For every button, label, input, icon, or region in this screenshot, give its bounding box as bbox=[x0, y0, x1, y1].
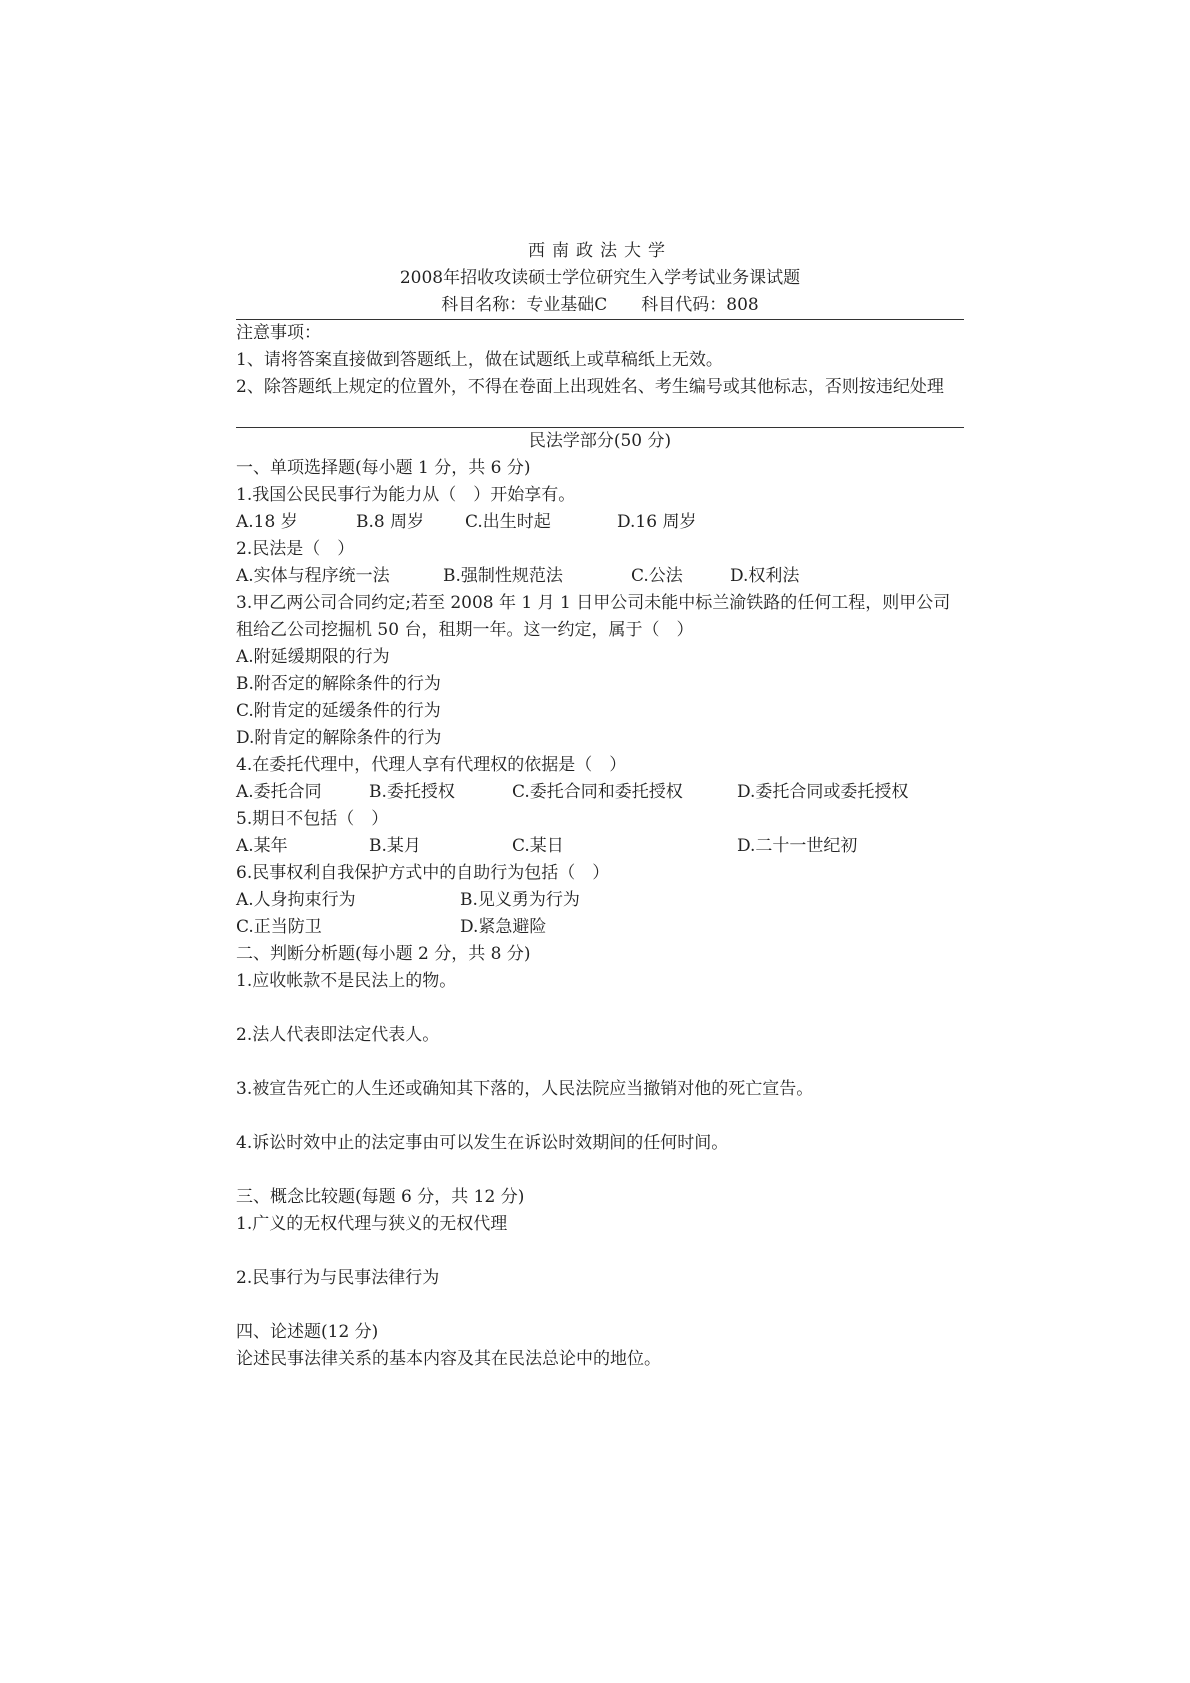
question-2-4: 4.诉讼时效中止的法定事由可以发生在诉讼时效期间的任何时间。 bbox=[236, 1133, 729, 1153]
answer-space bbox=[236, 1049, 964, 1076]
answer-space bbox=[236, 1157, 964, 1184]
question-1-4-options bbox=[236, 779, 964, 806]
school-name: 西南政法大学 bbox=[528, 241, 672, 261]
section-3-title: 三、概念比较题(每题 6 分，共 12 分) bbox=[236, 1187, 525, 1207]
option-d: D.委托合同或委托授权 bbox=[737, 782, 909, 802]
option-c: C.某日 bbox=[512, 836, 564, 856]
notice-item-1: 1、请将答案直接做到答题纸上，做在试题纸上或草稿纸上无效。 bbox=[236, 350, 723, 370]
option-b: B.委托授权 bbox=[369, 782, 455, 802]
exam-body bbox=[236, 428, 964, 1373]
answer-space bbox=[236, 995, 964, 1022]
question-1-2-stem: 2.民法是（ ） bbox=[236, 539, 355, 559]
option-a: A.人身拘束行为 bbox=[236, 890, 356, 910]
question-2-2: 2.法人代表即法定代表人。 bbox=[236, 1025, 440, 1045]
option-c: C.正当防卫 bbox=[236, 917, 322, 937]
section-2-title: 二、判断分析题(每小题 2 分，共 8 分) bbox=[236, 944, 531, 964]
question-3-2: 2.民事行为与民事法律行为 bbox=[236, 1268, 440, 1288]
question-1-6-options-row2 bbox=[236, 914, 964, 941]
option-d: D.二十一世纪初 bbox=[737, 836, 858, 856]
notice-title: 注意事项： bbox=[236, 323, 321, 343]
option-a: A.18 岁 bbox=[236, 512, 298, 532]
notice-item-2: 2、除答题纸上规定的位置外，不得在卷面上出现姓名、考生编号或其他标志，否则按违纪处理 bbox=[236, 377, 944, 397]
option-d: D.紧急避险 bbox=[460, 917, 547, 937]
option-b: B.某月 bbox=[369, 836, 421, 856]
answer-space bbox=[236, 1103, 964, 1130]
answer-space bbox=[236, 1238, 964, 1265]
question-1-6-options-row1 bbox=[236, 887, 964, 914]
question-1-2-options bbox=[236, 563, 964, 590]
option-c: C.出生时起 bbox=[465, 512, 551, 532]
exam-title: 2008年招收攻读硕士学位研究生入学考试业务课试题 bbox=[399, 268, 801, 288]
question-1-1-options bbox=[236, 509, 964, 536]
question-1-3-option-b: B.附否定的解除条件的行为 bbox=[236, 674, 441, 694]
notice-block bbox=[236, 320, 964, 401]
question-1-3-option-d: D.附肯定的解除条件的行为 bbox=[236, 728, 442, 748]
answer-space bbox=[236, 1292, 964, 1319]
option-d: D.16 周岁 bbox=[617, 512, 697, 532]
question-1-6-stem: 6.民事权利自我保护方式中的自助行为包括（ ） bbox=[236, 863, 610, 883]
question-1-3-option-a: A.附延缓期限的行为 bbox=[236, 647, 390, 667]
option-b: B.8 周岁 bbox=[356, 512, 425, 532]
option-a: A.实体与程序统一法 bbox=[236, 566, 390, 586]
question-1-4-stem: 4.在委托代理中，代理人享有代理权的依据是（ ） bbox=[236, 755, 627, 775]
question-1-5-stem: 5.期日不包括（ ） bbox=[236, 809, 389, 829]
question-1-3-stem: 3.甲乙两公司合同约定;若至 2008 年 1 月 1 日甲公司未能中标兰渝铁路的任何工程，则甲公司租给乙公司挖掘机 50 台，租期一年。这一约定，属于（ ） bbox=[236, 593, 951, 640]
section-4-title: 四、论述题(12 分) bbox=[236, 1322, 379, 1342]
option-a: A.某年 bbox=[236, 836, 288, 856]
question-3-1: 1.广义的无权代理与狭义的无权代理 bbox=[236, 1214, 508, 1234]
question-4-1: 论述民事法律关系的基本内容及其在民法总论中的地位。 bbox=[236, 1349, 661, 1369]
option-d: D.权利法 bbox=[730, 566, 800, 586]
option-b: B.见义勇为行为 bbox=[460, 890, 580, 910]
question-1-3-option-c: C.附肯定的延缓条件的行为 bbox=[236, 701, 441, 721]
option-c: C.委托合同和委托授权 bbox=[512, 782, 683, 802]
section-1-title: 一、单项选择题(每小题 1 分，共 6 分) bbox=[236, 458, 531, 478]
option-a: A.委托合同 bbox=[236, 782, 322, 802]
question-1-5-options bbox=[236, 833, 964, 860]
part-title: 民法学部分(50 分) bbox=[528, 431, 672, 451]
option-c: C.公法 bbox=[631, 566, 683, 586]
question-2-1: 1.应收帐款不是民法上的物。 bbox=[236, 971, 457, 991]
subject-line: 科目名称：专业基础C 科目代码：808 bbox=[441, 295, 759, 315]
exam-header bbox=[236, 238, 964, 319]
option-b: B.强制性规范法 bbox=[443, 566, 563, 586]
question-2-3: 3.被宣告死亡的人生还或确知其下落的，人民法院应当撤销对他的死亡宣告。 bbox=[236, 1079, 814, 1099]
question-1-1-stem: 1.我国公民民事行为能力从（ ）开始享有。 bbox=[236, 485, 576, 505]
